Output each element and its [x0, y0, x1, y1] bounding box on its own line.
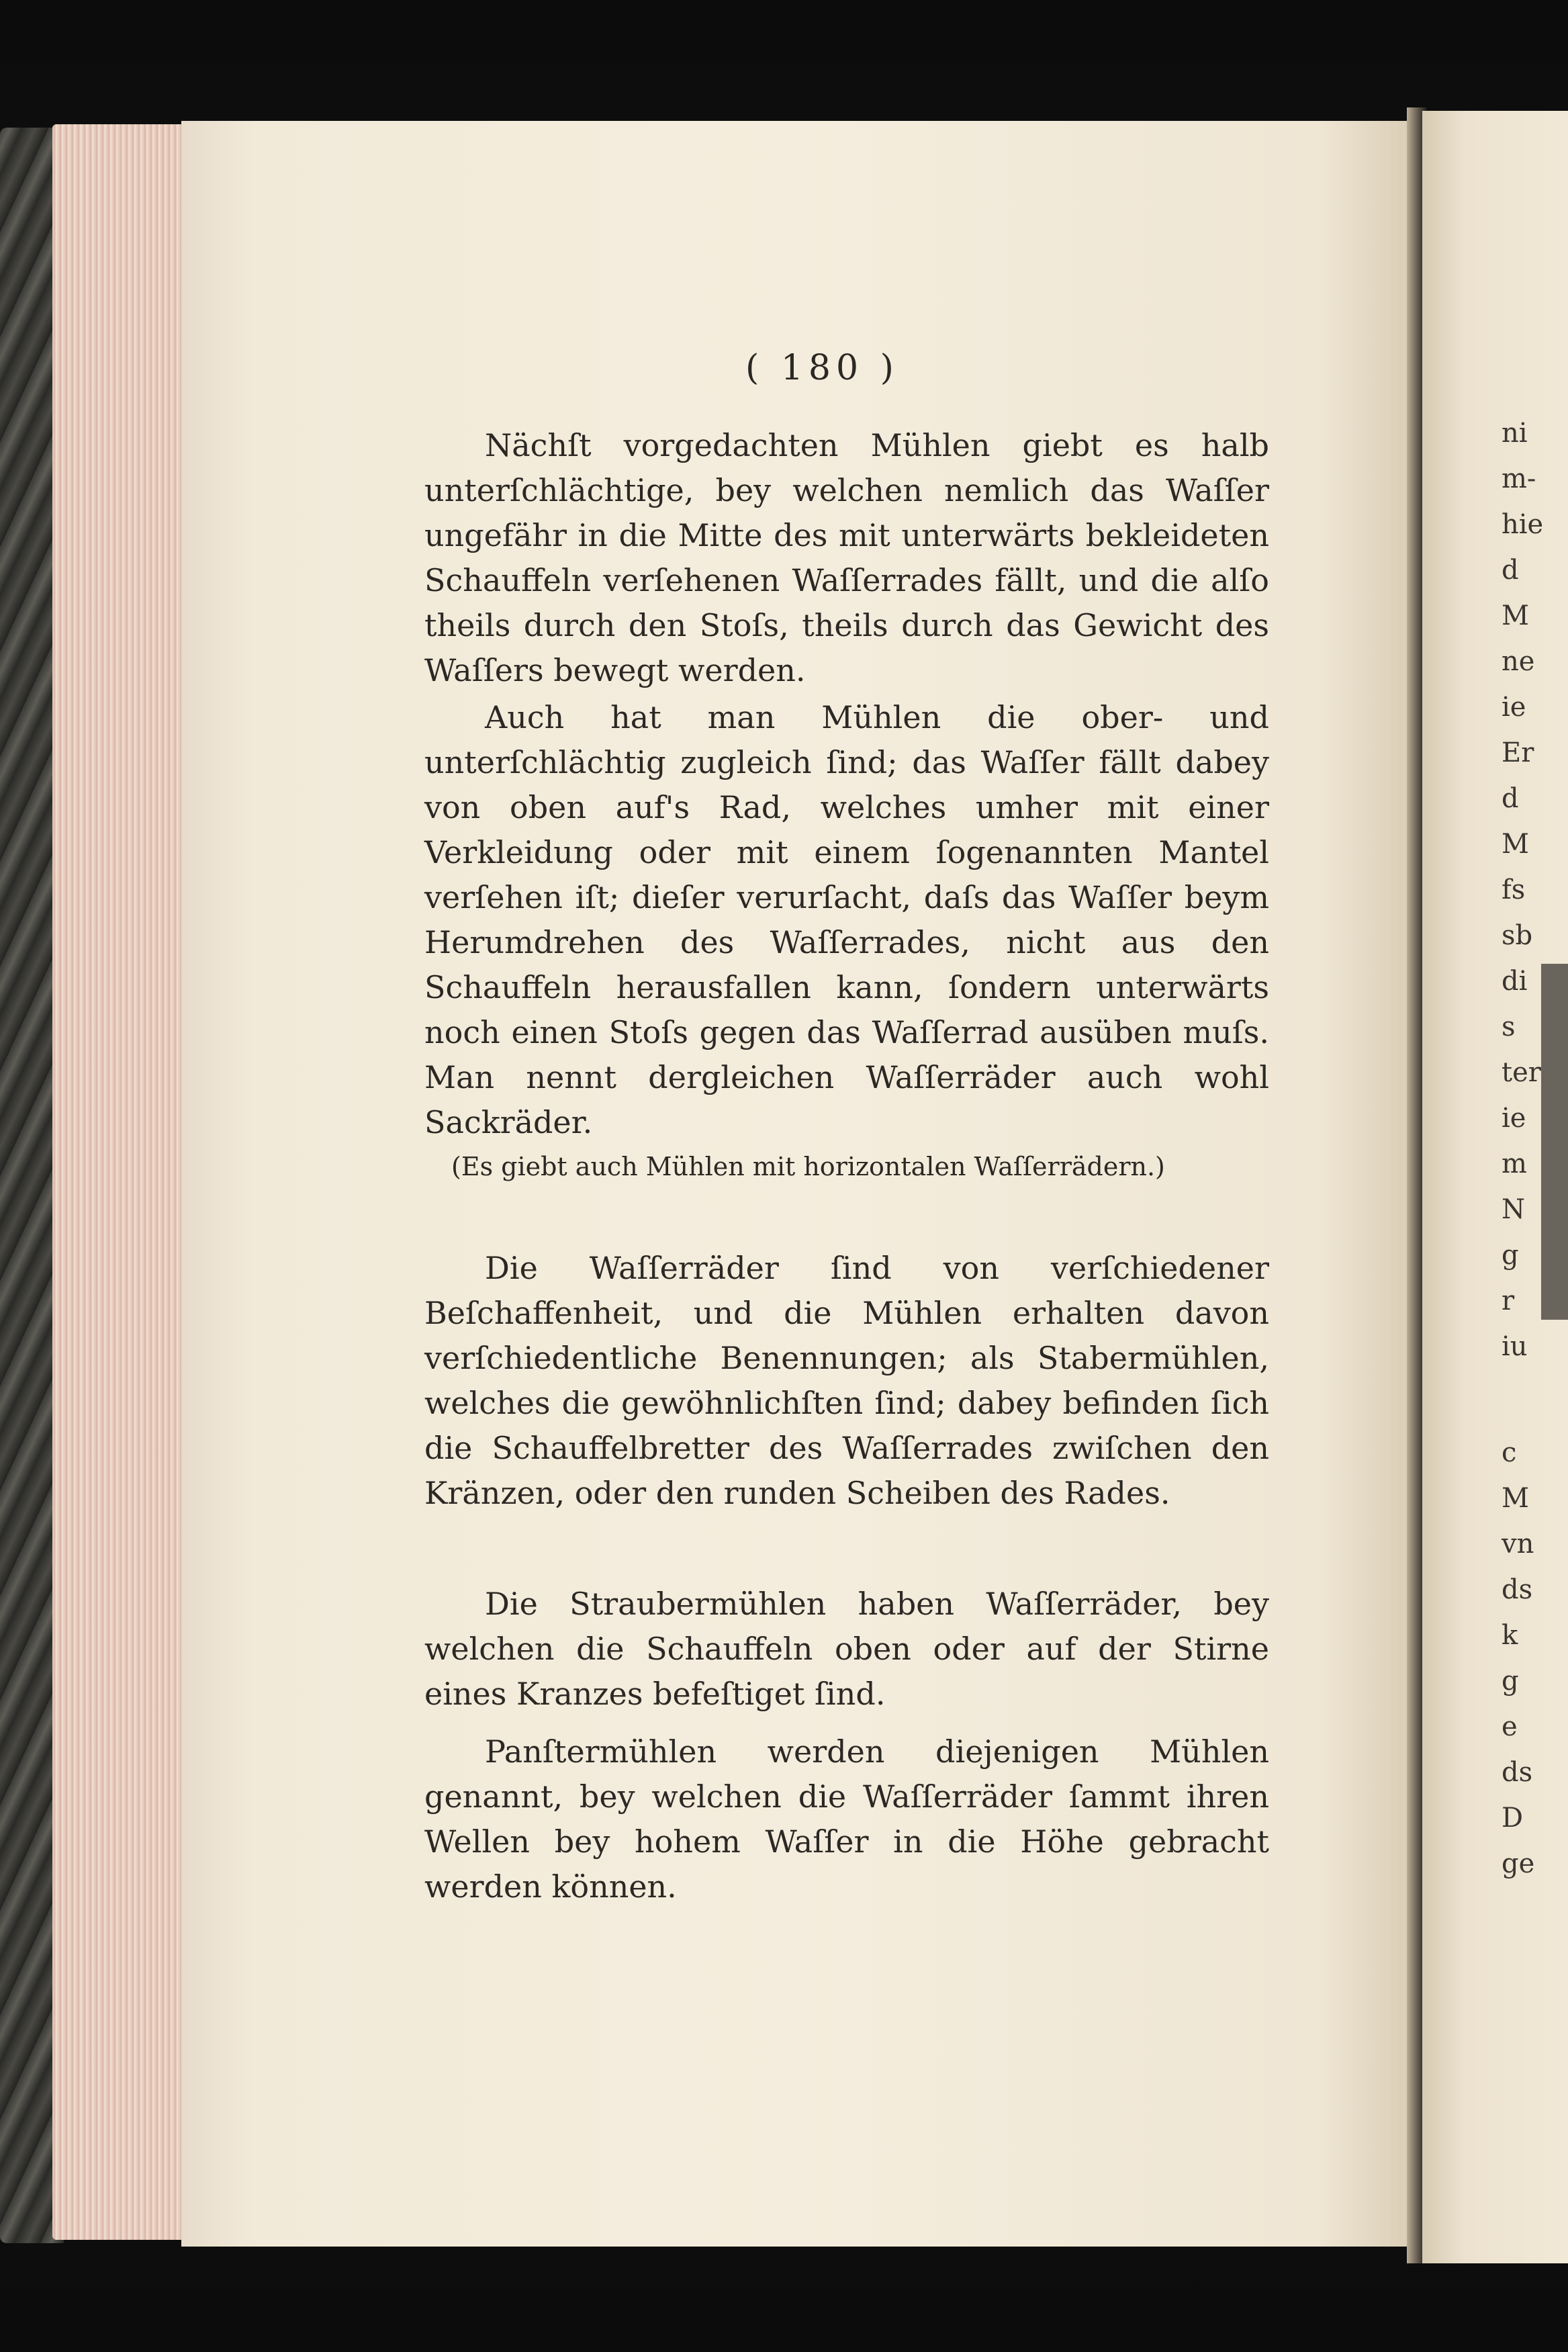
facing-page-fragment: g — [1502, 1666, 1519, 1697]
facing-page-fragment: ds — [1502, 1574, 1533, 1605]
facing-page-fragment: d — [1502, 783, 1519, 814]
facing-page-fragment: M — [1502, 1483, 1529, 1514]
facing-page-fragment: sb — [1502, 920, 1533, 951]
facing-page-fragment: c — [1502, 1437, 1517, 1468]
facing-page — [1422, 111, 1568, 2263]
paragraph-5: Panſtermühlen werden diejenigen Mühlen genannt, bey welchen die Waſſerräder ſammt ihren Wellen bey hohem Waſſer in die Höhe gebracht werden können. — [424, 1733, 1269, 1905]
facing-page-fragment: N — [1502, 1194, 1525, 1225]
note-paragraph: (Es giebt auch Mühlen mit horizontalen Waſſerrädern.) — [451, 1152, 1165, 1181]
facing-page-fragment: vn — [1502, 1529, 1534, 1559]
facing-page-fragment: fs — [1502, 874, 1526, 905]
facing-page-fragment: M — [1502, 600, 1529, 631]
facing-page-fragment: g — [1502, 1240, 1519, 1271]
facing-page-fragment: m — [1502, 1148, 1527, 1179]
facing-page-fragment: m- — [1502, 463, 1536, 494]
facing-page-fragment: s — [1502, 1011, 1516, 1042]
facing-page-fragment: M — [1502, 829, 1529, 860]
facing-page-fragment: ie — [1502, 1103, 1526, 1134]
facing-page-fragment: ne — [1502, 646, 1535, 677]
facing-page-shadow — [1541, 964, 1568, 1320]
paragraph-4: Die Straubermühlen haben Waſſerräder, bey welchen die Schauffeln oben oder auf der Stirne eines Kranzes befeſtiget ſind. — [424, 1586, 1269, 1712]
facing-page-fragment: D — [1502, 1803, 1524, 1834]
facing-page-fragment: ds — [1502, 1757, 1533, 1788]
page-edges — [52, 124, 187, 2240]
facing-page-fragment: r — [1502, 1285, 1515, 1316]
page-number: ( 180 ) — [745, 348, 899, 388]
facing-page-fragment: ie — [1502, 692, 1526, 723]
paragraph-3: Die Waſſerräder ſind von verſchiedener Beſchaffenheit, und die Mühlen erhalten davon verſchiedentliche Benennungen; als Stabermühlen, welches die gewöhnlichſten ſind; dabey befinden ſich die Schauffelbretter des Waſſerrades zwiſchen den Kränzen, oder den runden Scheiben des Rades. — [424, 1250, 1269, 1511]
paragraph-2: Auch hat man Mühlen die ober- und unterſchlächtig zugleich ſind; das Waſſer fällt dabey von oben auf's Rad, welches umher mit einer Verkleidung oder mit einem ſogenannten Mantel verſehen iſt; dieſer verurſacht, daſs das Waſſer beym Herumdrehen des Waſſerrades, nicht aus den Schauffeln herausfallen kann, ſondern unterwärts noch einen Stoſs gegen das Waſſerrad ausüben muſs. Man nennt dergleichen Waſſerräder auch wohl Sackräder. — [424, 699, 1269, 1140]
facing-page-fragment: d — [1502, 555, 1519, 586]
facing-page-fragment: e — [1502, 1711, 1518, 1742]
facing-page-fragment: ter — [1502, 1057, 1541, 1088]
facing-page-fragment: Er — [1502, 737, 1534, 768]
paragraph-1: Nächſt vorgedachten Mühlen giebt es halb unterſchlächtige, bey welchen nemlich das Waſſer ungefähr in die Mitte des mit unterwärts bekleideten Schauffeln verſehenen Waſſerrades fällt, und die alſo theils durch den Stoſs, theils durch das Gewicht des Waſſers bewegt werden. — [424, 427, 1269, 688]
facing-page-fragment: ni — [1502, 418, 1528, 449]
facing-page-fragment: di — [1502, 966, 1528, 997]
facing-page-fragment: iu — [1502, 1331, 1528, 1362]
facing-page-fragment: ge — [1502, 1848, 1535, 1879]
facing-page-fragment: k — [1502, 1620, 1518, 1651]
facing-page-fragment: hie — [1502, 509, 1544, 540]
